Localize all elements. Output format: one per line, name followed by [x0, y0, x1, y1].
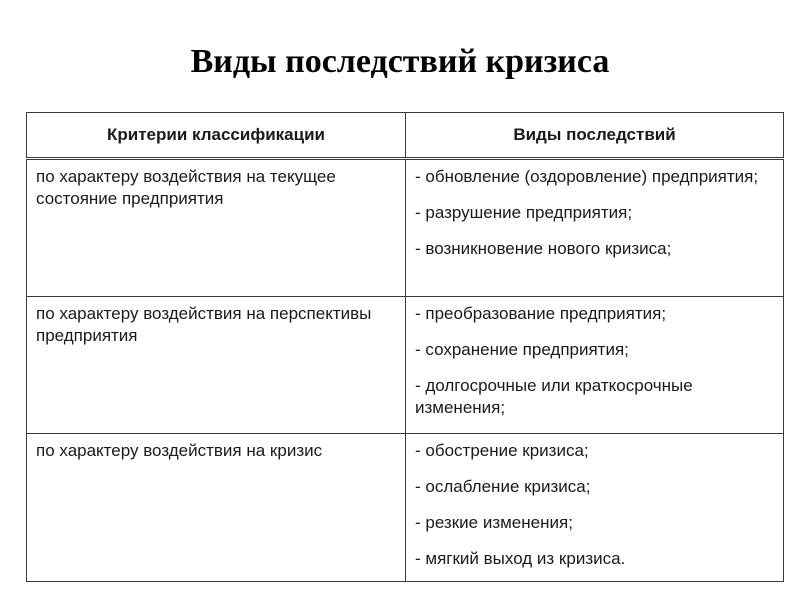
consequences-cell — [406, 159, 784, 297]
consequence-item: - мягкий выход из кризиса. — [415, 549, 626, 568]
table-row — [27, 297, 784, 434]
table-header-row — [27, 113, 784, 159]
consequence-item: - разрушение предприятия; — [415, 203, 633, 222]
table-row — [27, 159, 784, 297]
criterion-cell: по характеру воздействия на перспективы предприятия — [27, 297, 406, 434]
criterion-cell: по характеру воздействия на кризис — [27, 434, 406, 582]
column-header-consequences: Виды последствий — [406, 113, 784, 159]
page-title: Виды последствий кризиса — [190, 43, 610, 80]
consequences-cell — [406, 297, 784, 434]
consequence-item: - преобразование предприятия; — [415, 304, 667, 323]
consequence-item: - долгосрочные или краткосрочные изменения; — [415, 376, 693, 417]
table-row — [27, 434, 784, 582]
consequence-item: - ослабление кризиса; — [415, 477, 591, 496]
consequences-cell — [406, 434, 784, 582]
consequence-item: - возникновение нового кризиса; — [415, 239, 672, 258]
consequence-item: - обновление (оздоровление) предприятия; — [415, 167, 759, 186]
consequence-item: - обострение кризиса; — [415, 441, 589, 460]
criterion-cell: по характеру воздействия на текущее состояние предприятия — [27, 159, 406, 297]
classification-table — [26, 112, 784, 582]
consequence-item: - сохранение предприятия; — [415, 340, 629, 359]
consequence-item: - резкие изменения; — [415, 513, 573, 532]
column-header-criteria: Критерии классификации — [27, 113, 406, 159]
